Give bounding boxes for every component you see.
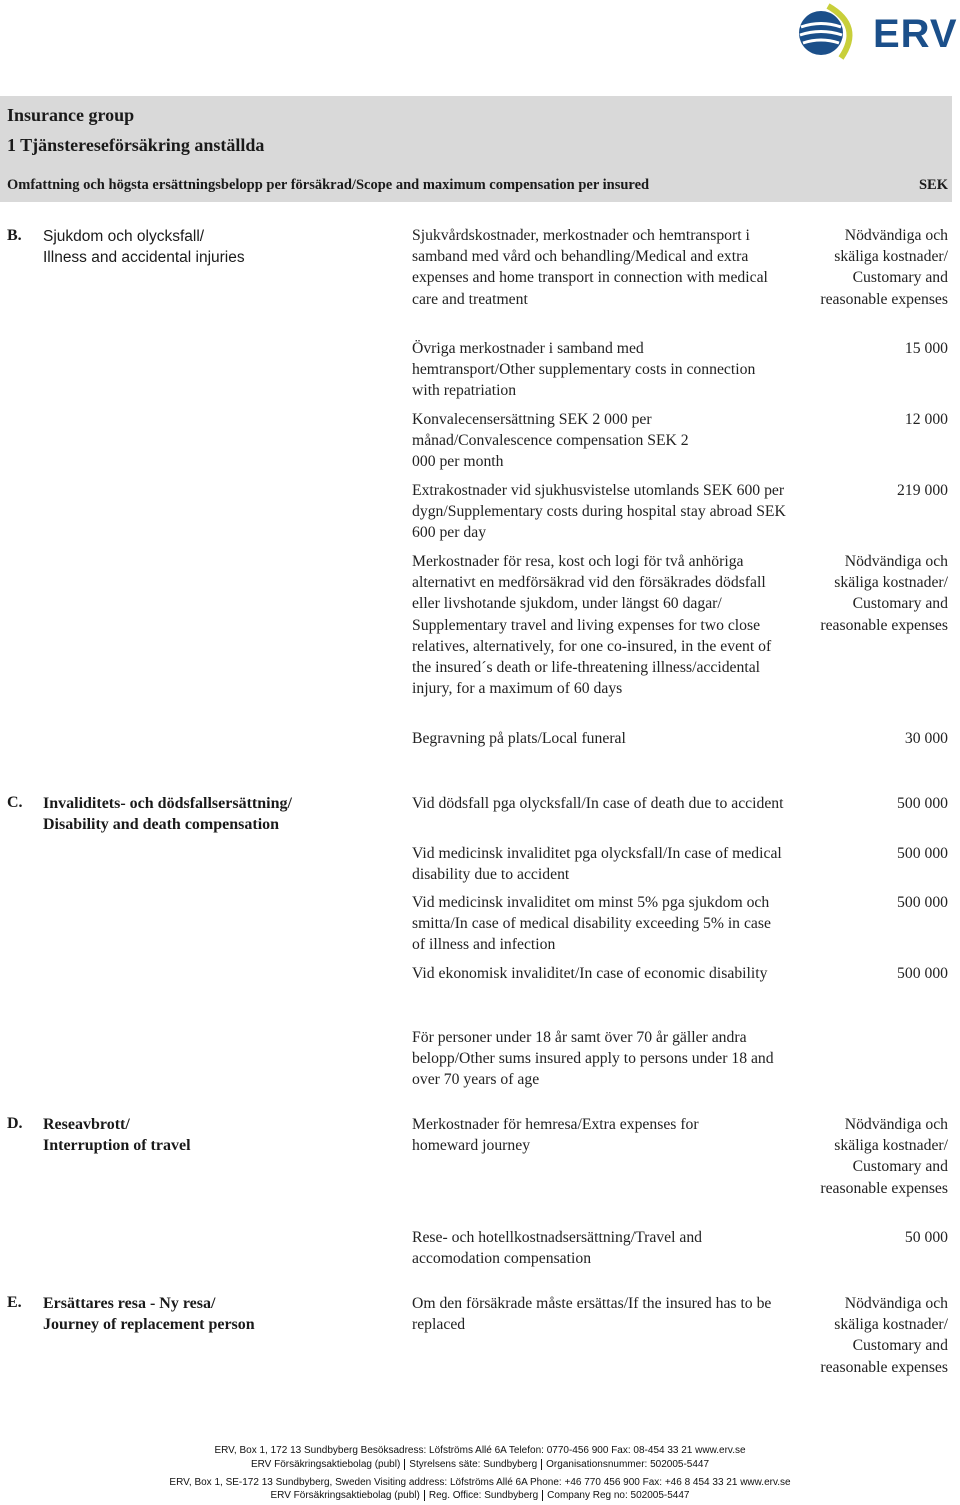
insurance-group-title: Insurance group bbox=[7, 105, 135, 125]
footer-sv-company bbox=[0, 1459, 960, 1470]
section-e-row-1-desc: Om den försäkrade måste ersättas/If the insured has to be replaced bbox=[412, 1295, 772, 1334]
section-d-title-en: Interruption of travel bbox=[43, 1137, 191, 1154]
footer-en-regnr: Company Reg no: 502005-5447 bbox=[547, 1490, 690, 1502]
footer-en-company bbox=[0, 1490, 960, 1501]
section-d-row-1-amount: Nödvändiga och skäliga kostnader/ Customary and reasonable expenses bbox=[820, 1116, 948, 1197]
section-c-row-3-amount: 500 000 bbox=[897, 894, 948, 911]
footer-sv-orgnr: Organisationsnummer: 502005-5447 bbox=[546, 1459, 710, 1471]
section-b-row-6-amount: 30 000 bbox=[904, 730, 948, 747]
scope-heading: Omfattning och högsta ersättningsbelopp per försäkrad/Scope and maximum compensation per insured bbox=[7, 177, 650, 193]
section-b-row-5-amount: Nödvändiga och skäliga kostnader/ Customary and reasonable expenses bbox=[820, 553, 948, 634]
section-e-row-1-amount: Nödvändiga och skäliga kostnader/ Customary and reasonable expenses bbox=[820, 1295, 948, 1376]
footer-en-office: Reg. Office: Sundbyberg bbox=[428, 1490, 539, 1502]
section-d-title bbox=[43, 1114, 191, 1156]
section-e-title-sv: Ersättares resa - Ny resa/ bbox=[43, 1295, 216, 1312]
product-title: 1 Tjänstereseförsäkring anställda bbox=[7, 135, 265, 155]
section-d-row-2-desc: Rese- och hotellkostnadsersättning/Travel and accomodation compensation bbox=[412, 1229, 703, 1268]
section-c-row-2-desc: Vid medicinsk invaliditet pga olycksfall/In case of medical disability due to accident bbox=[412, 845, 782, 884]
section-b-letter: B. bbox=[7, 227, 22, 244]
section-c-row-4-amount: 500 000 bbox=[897, 965, 948, 982]
footer-sv-address: ERV, Box 1, 172 13 Sundbyberg Besöksadress: Löfströms Allé 6A Telefon: 0770-456 900 Fax: 08-454 33 21 www.erv.se bbox=[214, 1445, 746, 1456]
section-d-row-1-desc: Merkostnader för hemresa/Extra expenses for homeward journey bbox=[412, 1116, 699, 1155]
section-b-row-1-desc: Sjukvårdskostnader, merkostnader och hemtransport i samband med vård och behandling/Medical and extra expenses and home transport in connection with medical care and treatment bbox=[412, 227, 768, 308]
footer-sv-seat: Styrelsens säte: Sundbyberg bbox=[409, 1459, 538, 1471]
section-e-letter: E. bbox=[7, 1294, 22, 1311]
footer-en-address: ERV, Box 1, SE-172 13 Sundbyberg, Sweden Visiting address: Löfströms Allé 6A Phone: +46 770 456 900 Fax: +46 8 454 33 21 www.erv.se bbox=[169, 1477, 791, 1488]
section-d-row-2-amount: 50 000 bbox=[904, 1229, 948, 1246]
section-c-row-2-amount: 500 000 bbox=[897, 845, 948, 862]
footer-separator bbox=[542, 1490, 543, 1501]
erv-globe-icon bbox=[799, 6, 849, 58]
footer-separator bbox=[404, 1459, 405, 1470]
section-b-row-2-amount: 15 000 bbox=[904, 340, 948, 357]
section-c-note: För personer under 18 år samt över 70 år gäller andra belopp/Other sums insured apply to persons under 18 and over 70 years of age bbox=[412, 1029, 774, 1089]
section-c-letter: C. bbox=[7, 794, 23, 811]
section-d-letter: D. bbox=[7, 1115, 23, 1132]
section-b-row-4-desc: Extrakostnader vid sjukhusvistelse utomlands SEK 600 per dygn/Supplementary costs during hospital stay abroad SEK 600 per day bbox=[412, 482, 786, 542]
section-b-row-5-desc: Merkostnader för resa, kost och logi för två anhöriga alternativt en medförsäkrad vid den försäkrades dödsfall eller livshotande sjukdom, under längst 60 dagar/ Supplementary travel and living expenses for two close relatives, alternatively, for one co-insured, in the event of the insured´s death or life-threatening illness/accidental injury, for a maximum of 60 days bbox=[412, 553, 772, 698]
section-c-title-sv: Invaliditets- och dödsfallsersättning/ bbox=[43, 795, 292, 812]
section-b-row-4-amount: 219 000 bbox=[897, 482, 948, 499]
section-e-title-en: Journey of replacement person bbox=[43, 1316, 255, 1333]
footer-separator bbox=[424, 1490, 425, 1501]
section-c-row-3-desc: Vid medicinsk invaliditet om minst 5% pga sjukdom och smitta/In case of medical disability exceeding 5% in case of illness and infection bbox=[412, 894, 771, 954]
section-b-row-3-desc: Konvalecensersättning SEK 2 000 per månad/Convalescence compensation SEK 2 000 per month bbox=[412, 411, 689, 471]
section-c-row-4-desc: Vid ekonomisk invaliditet/In case of economic disability bbox=[412, 965, 768, 982]
section-b-row-6-desc: Begravning på plats/Local funeral bbox=[412, 730, 626, 747]
footer-en-company-name: ERV Försäkringsaktiebolag (publ) bbox=[270, 1490, 420, 1502]
currency-heading: SEK bbox=[918, 177, 948, 193]
section-b-title-en: Illness and accidental injuries bbox=[43, 249, 245, 266]
section-b-row-2-desc: Övriga merkostnader i samband med hemtransport/Other supplementary costs in connection with repatriation bbox=[412, 340, 756, 400]
section-b-row-3-amount: 12 000 bbox=[904, 411, 948, 428]
section-d-title-sv: Reseavbrott/ bbox=[43, 1116, 130, 1133]
section-b-title-sv: Sjukdom och olycksfall/ bbox=[43, 228, 205, 245]
section-c-row-1-amount: 500 000 bbox=[897, 795, 948, 812]
section-b-title bbox=[43, 226, 245, 268]
footer-sv-company-name: ERV Försäkringsaktiebolag (publ) bbox=[250, 1459, 401, 1471]
section-c-row-1-desc: Vid dödsfall pga olycksfall/In case of death due to accident bbox=[412, 795, 784, 812]
section-c-title bbox=[43, 793, 292, 835]
document-header bbox=[0, 96, 952, 202]
section-e-title bbox=[43, 1293, 255, 1335]
footer-separator bbox=[541, 1459, 542, 1470]
section-b-row-1-amount: Nödvändiga och skäliga kostnader/ Customary and reasonable expenses bbox=[820, 227, 948, 308]
erv-logo-text: ERV bbox=[873, 12, 958, 56]
section-c-title-en: Disability and death compensation bbox=[43, 816, 280, 833]
